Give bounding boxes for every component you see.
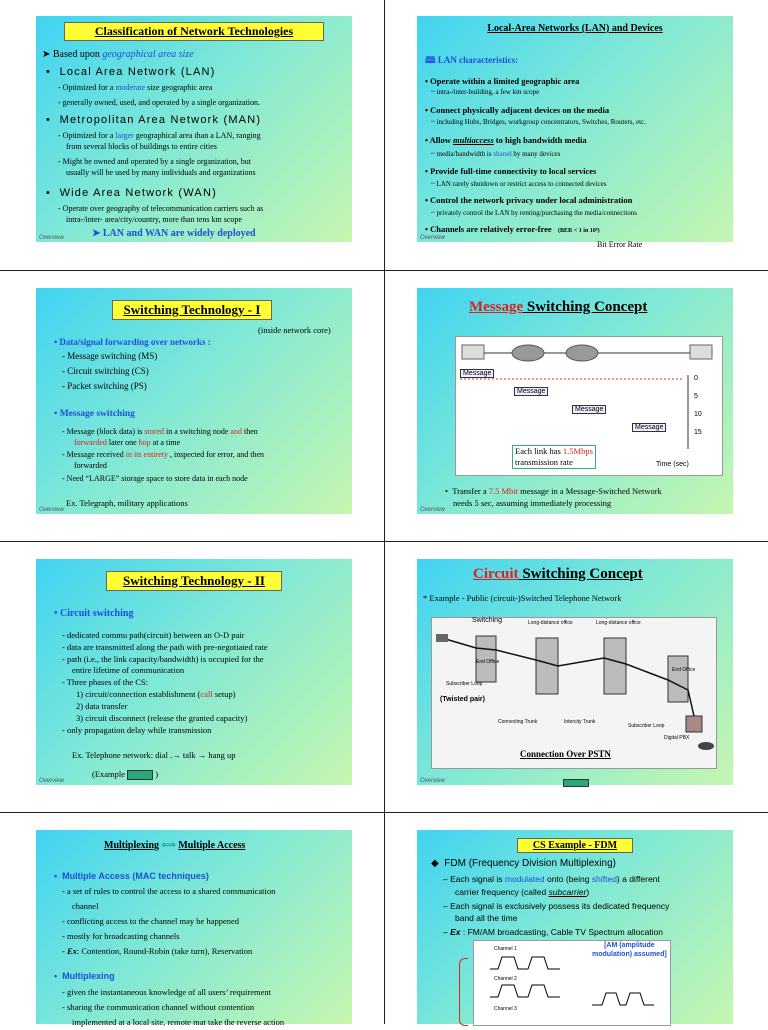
man-heading: • Metropolitan Area Network (MAN) [46, 114, 262, 126]
end-office-2-label: End Office [672, 667, 696, 673]
twisted-pair-label: (Twisted pair) [440, 696, 485, 703]
lan-char-4: • Provide full-time connectivity to local services [425, 166, 597, 176]
channel-2-label: Channel 2 [494, 976, 517, 982]
digital-pbx-label: Digital PBX [664, 735, 690, 741]
end-office-2-icon [668, 656, 688, 702]
wan-heading: • Wide Area Network (WAN) [46, 187, 217, 199]
channel-2-waveform [490, 985, 560, 997]
slide-footer: Overview [420, 778, 446, 784]
ld-office-2-label: Long-distance office [596, 620, 641, 626]
ms-example: Ex. Telegraph, military applications [66, 498, 188, 508]
ms-point-1-cont: forwarded later one hop at a time [74, 438, 181, 447]
slide-footer: Overview [420, 507, 446, 513]
ld-office-1-label: Long-distance office [528, 620, 573, 626]
double-arrow-icon: ⟺ [161, 840, 176, 851]
page-divider-row-3 [0, 812, 768, 813]
intercity-trunk-label: Intercity Trunk [564, 719, 596, 725]
cs-point-3-cont: entire lifetime of communication [72, 665, 185, 675]
channel-1-label: Channel 1 [494, 946, 517, 952]
transfer-note-cont: needs 5 sec, assuming immediately processing [453, 498, 612, 508]
message-block-1: Message [460, 369, 494, 378]
ms-point-2: - Message received in its entirety , inspected for error, and then [62, 450, 265, 459]
pbx-phone-icon [698, 742, 714, 750]
type-ms: - Message switching (MS) [62, 351, 158, 361]
conclusion: ➤ LAN and WAN are widely deployed [92, 228, 256, 239]
phase-3: 3) circuit disconnect (release the granted capacity) [76, 713, 248, 723]
ma-point-3: - mostly for broadcasting channels [62, 931, 180, 941]
tick-10: 10 [694, 411, 702, 418]
fdm-point-2: – Each signal is exclusively possess its dedicated frequency [443, 901, 670, 911]
multiple-access-heading: • Multiple Access (MAC techniques) [54, 871, 209, 881]
slide-circuit-switching [417, 559, 733, 785]
next-link-button[interactable] [563, 779, 589, 787]
man-point-1-cont: from several blocks of buildings to entire cities [66, 142, 217, 151]
slide-footer: Overview [420, 235, 446, 241]
slide-title: Multiplexing ⟺ Multiple Access [104, 840, 246, 851]
forwarding-heading: • Data/signal forwarding over networks : [54, 337, 211, 347]
long-distance-office-1-icon [536, 638, 558, 694]
slide-classification [36, 16, 352, 242]
slide-title: Classification of Network Technologies [64, 22, 324, 41]
cs-point-1: - dedicated commu path(circuit) between an O-D pair [62, 630, 245, 640]
lan-char-3-sub: ~ media/bandwidth is shared by many devices [431, 150, 561, 158]
connecting-trunk-label: Connecting Trunk [498, 719, 538, 725]
lan-point-2: - generally owned, used, and operated by a single organization. [58, 98, 261, 107]
switching-label: Switching [472, 617, 502, 624]
spectrum-waveform [592, 993, 654, 1005]
man-point-2: - Might be owned and operated by a single organization, but [58, 157, 251, 166]
message-block-3: Message [572, 405, 606, 414]
slide-footer: Overview [39, 507, 65, 513]
time-axis-label: Time (sec) [656, 461, 689, 468]
lan-char-1-sub: ~ intra-/inter-building, a few km scope [431, 88, 540, 96]
slide-switching-2 [36, 559, 352, 785]
link-rate-note: Each link has 1.5Mbps transmission rate [512, 445, 596, 469]
ms-point-1: - Message (block data) is stored in a switching node and then [62, 427, 258, 436]
phase-2: 2) data transfer [76, 701, 128, 711]
pstn-diagram [431, 617, 717, 769]
slide-title: Switching Technology - II [106, 571, 282, 591]
slide-title: Circuit Switching Concept [473, 566, 643, 582]
lan-char-2-sub: ~ including Hubs, Bridges, workgroup concentrators, Switches, Routers, etc. [431, 118, 646, 126]
tick-0: 0 [694, 375, 698, 382]
slide-title: Message Switching Concept [469, 299, 648, 315]
page-divider-vertical [384, 0, 385, 1024]
ma-point-1-cont: channel [72, 901, 99, 911]
slide-message-switching [417, 288, 733, 514]
lan-char-1: • Operate within a limited geographic area [425, 76, 580, 86]
ms-point-2-cont: forwarded [74, 461, 107, 470]
cs-point-4: - Three phases of the CS: [62, 677, 149, 687]
message-switching-diagram [455, 336, 723, 476]
man-point-1: - Optimized for a larger geographical area than a LAN, ranging [58, 131, 261, 140]
example-link-line: (Example ) [92, 769, 159, 779]
transfer-note: • Transfer a 7.5 Mbit message in a Message-Switched Network [445, 486, 662, 496]
am-note: [AM (amplitude modulation) assumed] [592, 942, 667, 958]
based-upon-line: ➤ Based upon geographical area size [42, 49, 194, 60]
fdm-diagram [473, 940, 671, 1026]
ms-point-3: - Need “LARGE” storage space to store data in each node [62, 474, 248, 483]
type-cs: - Circuit switching (CS) [62, 366, 149, 376]
slide-footer: Overview [39, 778, 65, 784]
book-icon: 🕮 [425, 55, 436, 65]
circuit-switching-heading: • Circuit switching [54, 608, 134, 619]
fdm-point-3: – Ex : FM/AM broadcasting, Cable TV Spectrum allocation [443, 927, 664, 937]
tick-15: 15 [694, 429, 702, 436]
channel-1-waveform [490, 957, 560, 969]
slide-title: CS Example - FDM [517, 838, 633, 853]
bracket-mark [459, 958, 468, 1026]
pstn-figure [432, 618, 716, 768]
ma-point-4: - Ex: Contention, Round-Robin (take turn), Reservation [62, 946, 253, 956]
slide-lan-devices [417, 16, 733, 249]
message-switching-heading: • Message switching [54, 409, 135, 419]
lan-char-5-sub: ~ privately control the LAN by renting/purchasing the media/connections [431, 209, 637, 217]
digital-pbx-icon [686, 716, 702, 732]
phase-1: 1) circuit/connection establishment (call setup) [76, 689, 236, 699]
telephone-example: Ex. Telephone network: dial .→ talk → hang up [72, 750, 236, 760]
subscriber-loop-2-label: Subscriber Loop [628, 723, 665, 729]
ma-point-1: - a set of rules to control the access to a shared communication [62, 886, 276, 896]
fdm-point-2-cont: band all the time [455, 913, 518, 923]
message-block-4: Message [632, 423, 666, 432]
slide-title: Switching Technology - I [112, 300, 272, 320]
subscriber-loop-1-label: Subscriber Loop [446, 681, 483, 687]
core-note: (inside network core) [258, 325, 331, 335]
cs-point-5: - only propagation delay while transmission [62, 725, 212, 735]
source-computer-icon [462, 345, 484, 359]
wan-point-1-cont: intra-/inter- area/city/country, more than tens km scope [66, 215, 242, 224]
mux-point-2: - sharing the communication channel without contention [62, 1002, 255, 1012]
example-link-button[interactable] [127, 770, 153, 780]
page-divider-row-2 [0, 541, 768, 542]
lan-char-3: • Allow multiaccess to high bandwidth media [425, 135, 587, 145]
slide-footer: Overview [39, 235, 65, 241]
tick-5: 5 [694, 393, 698, 400]
ber-note: Bit Error Rate [597, 240, 643, 249]
lan-char-4-sub: ~ LAN rarely shutdown or restrict access to connected devices [431, 180, 607, 188]
lan-char-5: • Control the network privacy under local administration [425, 195, 633, 205]
slide-switching-1 [36, 288, 352, 514]
lan-heading: • Local Area Network (LAN) [46, 66, 216, 78]
dest-computer-icon [690, 345, 712, 359]
mux-point-1: - given the instantaneous knowledge of all users’ requirement [62, 987, 271, 997]
fdm-heading: ◆ FDM (Frequency Division Multiplexing) [431, 858, 616, 869]
lan-char-6: • Channels are relatively error-free (BER < 1 in 10⁸) [425, 224, 600, 234]
lan-char-2: • Connect physically adjacent devices on the media [425, 105, 610, 115]
lan-characteristics-heading: 🕮 LAN characteristics: [425, 55, 519, 65]
wan-point-1: - Operate over geography of telecommunication carriers such as [58, 204, 264, 213]
router-2-icon [566, 345, 598, 361]
telephone-icon [436, 634, 448, 642]
page-divider-row-1 [0, 270, 768, 271]
multiplexing-heading: • Multiplexing [54, 971, 115, 981]
lan-point-1: - Optimized for a moderate size geographic area [58, 83, 213, 92]
type-ps: - Packet switching (PS) [62, 381, 147, 391]
end-office-1-label: End Office [476, 659, 500, 665]
pstn-subtitle: * Example - Public (circuit-)Switched Telephone Network [423, 593, 622, 603]
cs-point-2: - data are transmitted along the path with pre-negotiated rate [62, 642, 268, 652]
long-distance-office-2-icon [604, 638, 626, 694]
mux-point-3: implemented at a local site, remote mat take the reverse action [72, 1017, 285, 1027]
slide-fdm [417, 830, 733, 1024]
router-1-icon [512, 345, 544, 361]
pstn-caption: Connection Over PSTN [520, 749, 611, 759]
channel-3-label: Channel 3 [494, 1006, 517, 1012]
slide-multiplexing [36, 830, 352, 1027]
ma-point-2: - conflicting access to the channel may be happened [62, 916, 240, 926]
fdm-point-1: – Each signal is modulated onto (being shifted) a different [443, 874, 660, 884]
cs-point-3: - path (i.e., the link capacity/bandwidth) is occupied for the [62, 654, 264, 664]
message-block-2: Message [514, 387, 548, 396]
fdm-point-1-cont: carrier frequency (called subcarrier) [455, 887, 590, 897]
slide-title: Local-Area Networks (LAN) and Devices [487, 23, 663, 34]
man-point-2-cont: usually will be used by many individuals and organizations [66, 168, 256, 177]
